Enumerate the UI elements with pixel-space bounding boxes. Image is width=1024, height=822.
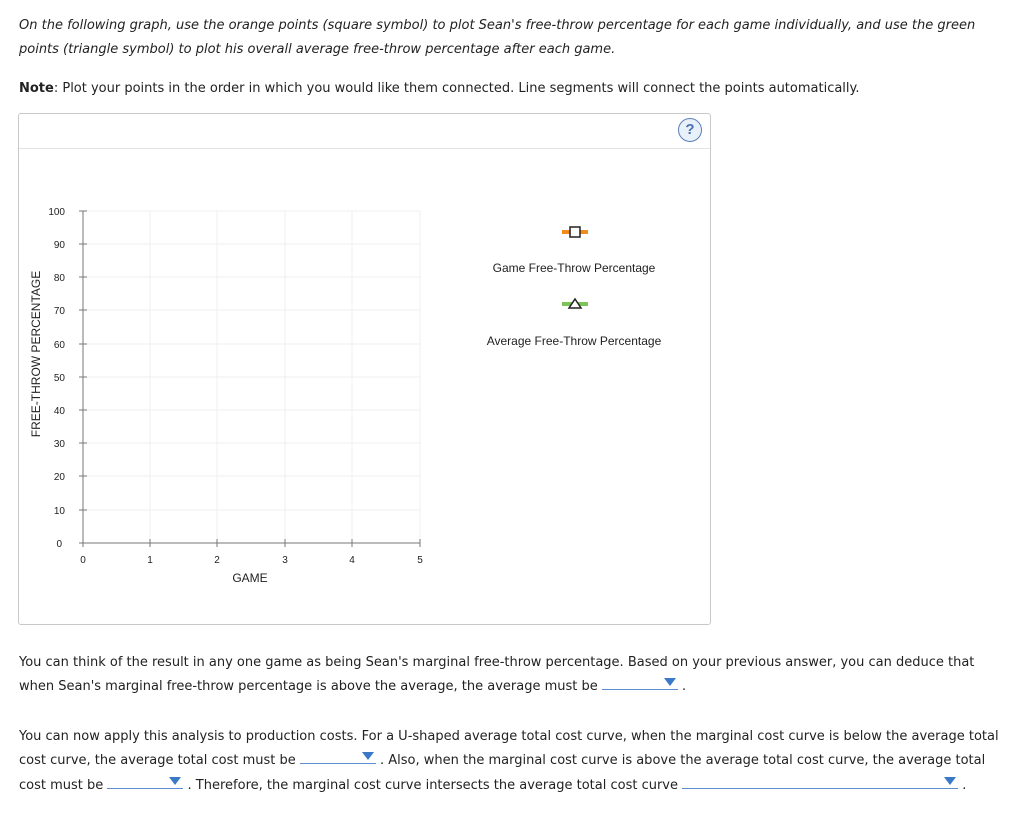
x-tick-label: 5 — [417, 555, 423, 566]
legend-average-symbol[interactable] — [562, 299, 588, 308]
y-tick-label: 100 — [48, 207, 65, 218]
average-total-cost-dropdown-2[interactable] — [107, 775, 183, 789]
graph-panel — [18, 113, 711, 625]
note-label: Note — [19, 81, 54, 96]
x-tick-label: 3 — [282, 555, 288, 566]
x-tick-label: 0 — [80, 555, 86, 566]
question2-line-3 — [19, 774, 966, 798]
y-tick-label: 80 — [53, 273, 65, 284]
instructions-line-2: points (triangle symbol) to plot his overall average free-throw percentage after each game. — [19, 42, 616, 57]
y-tick-label: 20 — [53, 472, 65, 483]
intersection-point-dropdown[interactable] — [682, 775, 958, 789]
y-tick-label: 40 — [53, 406, 65, 417]
graph-svg — [19, 114, 710, 624]
note-text: : Plot your points in the order in which you would like them connected. Line segments will connect the points automatically. — [53, 81, 860, 96]
y-tick-label: 60 — [53, 340, 65, 351]
note — [19, 77, 860, 101]
legend-game-label: Game Free-Throw Percentage — [492, 261, 656, 275]
question1-line-2 — [19, 675, 686, 699]
average-total-cost-dropdown-1[interactable] — [300, 750, 376, 764]
x-tick-label: 4 — [349, 555, 355, 566]
chevron-down-icon — [664, 678, 676, 686]
question2-text-middle: . Also, when the marginal cost curve is above the average total cost curve, the average total — [380, 753, 986, 768]
question1-text-after: . — [682, 679, 687, 694]
help-icon[interactable]: ? — [678, 118, 702, 142]
question2-text-line3-middle: . Therefore, the marginal cost curve intersects the average total cost curve — [187, 778, 678, 793]
question2-text-line3-before: cost must be — [19, 778, 104, 793]
grid — [83, 211, 420, 543]
question1-text-before: when Sean's marginal free-throw percentage is above the average, the average must be — [19, 679, 598, 694]
y-tick-label: 70 — [53, 306, 65, 317]
question2-line-2 — [19, 749, 985, 773]
x-tick-label: 2 — [214, 555, 220, 566]
legend-average-label: Average Free-Throw Percentage — [486, 334, 662, 348]
question2-line-1: You can now apply this analysis to production costs. For a U-shaped average total cost curve, when the marginal cost curve is below the average total — [19, 729, 999, 744]
legend-game-symbol[interactable] — [562, 227, 588, 237]
average-direction-dropdown-1[interactable] — [602, 676, 678, 690]
y-tick-label: 30 — [53, 439, 65, 450]
instructions-line-1: On the following graph, use the orange points (square symbol) to plot Sean's free-throw percentage for each game individually, and use the green — [19, 18, 976, 33]
y-tick-label: 90 — [53, 240, 65, 251]
chevron-down-icon — [362, 752, 374, 760]
y-tick-label: 0 — [56, 539, 62, 550]
y-axis-label: FREE-THROW PERCENTAGE — [29, 270, 43, 438]
x-tick-label: 1 — [147, 555, 153, 566]
question2-text-before: cost curve, the average total cost must be — [19, 753, 296, 768]
chevron-down-icon — [944, 777, 956, 785]
chevron-down-icon — [169, 777, 181, 785]
question2-text-line3-after: . — [962, 778, 967, 793]
axes — [79, 211, 420, 547]
x-axis-label: GAME — [232, 571, 268, 585]
y-tick-label: 50 — [53, 373, 65, 384]
question1-line-1: You can think of the result in any one game as being Sean's marginal free-throw percentage. Based on your previous answer, you can deduce that — [19, 655, 975, 670]
y-tick-label: 10 — [53, 506, 65, 517]
